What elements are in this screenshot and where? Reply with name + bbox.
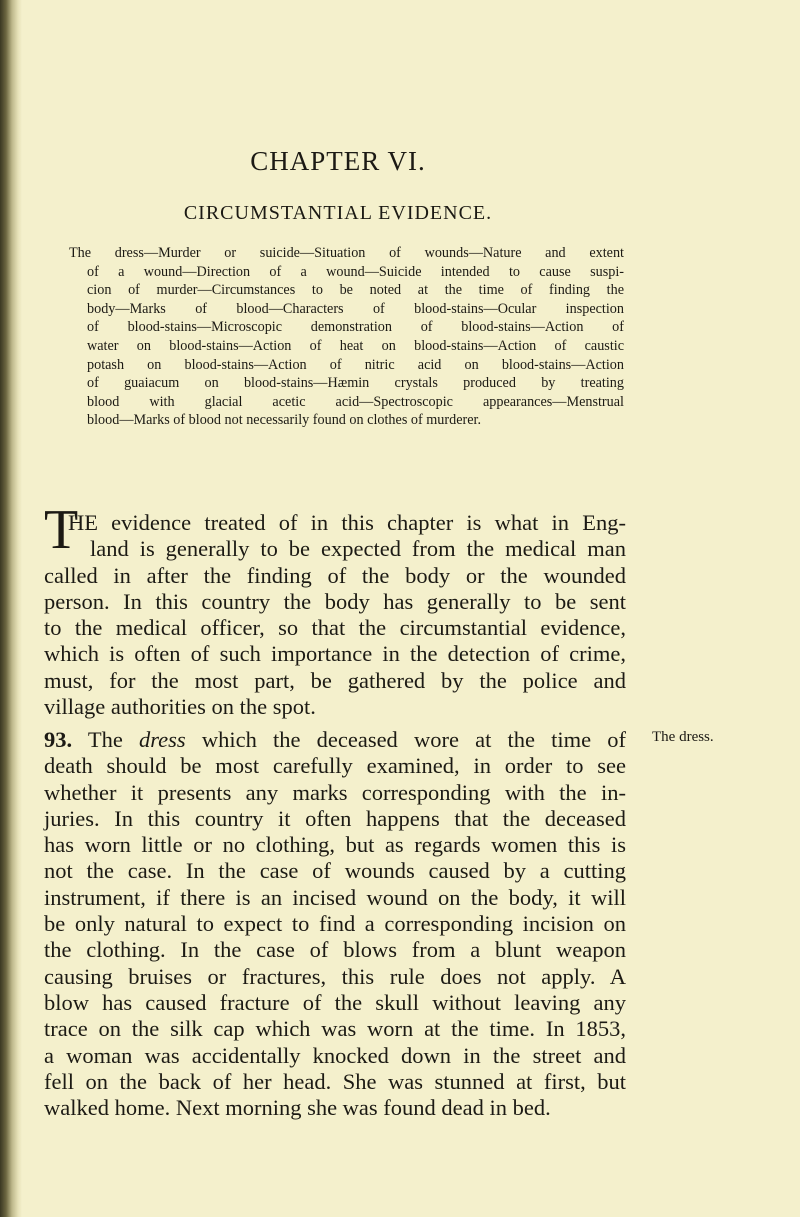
- body-line: trace on the silk cap which was worn at the time. In 1853,: [44, 1016, 626, 1042]
- summary-line: of guaiacum on blood-stains—Hæmin crystals produced by treating: [87, 375, 624, 392]
- summary-line: The dress—Murder or suicide—Situation of wounds—Nature and extent: [69, 245, 624, 261]
- body-line: must, for the most part, be gathered by the police and: [44, 667, 626, 693]
- drop-cap: T: [44, 499, 79, 561]
- body-line: walked home. Next morning she was found dead in bed.: [44, 1095, 551, 1121]
- summary-line: potash on blood-stains—Action of nitric acid on blood-stains—Action: [87, 356, 624, 373]
- body-line: fell on the back of her head. She was stunned at first, but: [44, 1068, 626, 1094]
- margin-note: The dress.: [652, 729, 714, 745]
- body-line: called in after the finding of the body or the wounded: [44, 562, 626, 588]
- summary-line: of a wound—Direction of a wound—Suicide intended to cause suspi-: [87, 263, 624, 280]
- body-line: which is often of such importance in the detection of crime,: [44, 641, 626, 667]
- emphasis-text: dress: [139, 727, 186, 752]
- paragraph-2: [44, 727, 626, 1121]
- book-binding-shadow: [0, 0, 22, 1217]
- body-line: death should be most carefully examined, in order to see: [44, 753, 626, 779]
- summary-line: blood with glacial acetic acid—Spectroscopic appearances—Menstrual: [87, 393, 624, 410]
- body-line: instrument, if there is an incised wound on the body, it will: [44, 884, 626, 910]
- body-line: whether it presents any marks corresponding with the in-: [44, 779, 626, 805]
- section-number: 93.: [44, 727, 73, 752]
- body-line: village authorities on the spot.: [44, 694, 316, 720]
- summary-line: water on blood-stains—Action of heat on blood-stains—Action of caustic: [87, 337, 624, 354]
- body-line: be only natural to expect to find a corresponding incision on: [44, 911, 626, 937]
- paragraph-1: [44, 510, 626, 720]
- body-line: blow has caused fracture of the skull without leaving any: [44, 989, 626, 1015]
- summary-line: of blood-stains—Microscopic demonstration of blood-stains—Action of: [87, 319, 624, 336]
- body-line: HE evidence treated of in this chapter is what in Eng-: [68, 510, 626, 535]
- body-line: has worn little or no clothing, but as regards women this is: [44, 832, 626, 858]
- body-line: a woman was accidentally knocked down in the street and: [44, 1042, 626, 1068]
- body-line: the clothing. In the case of blows from a blunt weapon: [44, 937, 626, 963]
- chapter-title: CHAPTER VI.: [250, 146, 426, 176]
- body-line: person. In this country the body has generally to be sent: [44, 588, 626, 614]
- body-line: juries. In this country it often happens that the deceased: [44, 805, 626, 831]
- body-line: causing bruises or fractures, this rule does not apply. A: [44, 963, 626, 989]
- body-line: to the medical officer, so that the circumstantial evidence,: [44, 615, 626, 641]
- chapter-subtitle: CIRCUMSTANTIAL EVIDENCE.: [183, 202, 493, 224]
- summary-line: blood—Marks of blood not necessarily found on clothes of murderer.: [87, 412, 482, 429]
- body-line-first: [44, 727, 626, 753]
- body-line: not the case. In the case of wounds caused by a cutting: [44, 858, 626, 884]
- body-line: land is generally to be expected from the medical man: [90, 536, 626, 562]
- body-line-text: The dress which the deceased wore at the time of: [87, 727, 626, 752]
- chapter-summary: [69, 244, 624, 430]
- summary-line: body—Marks of blood—Characters of blood-stains—Ocular inspection: [87, 300, 624, 317]
- summary-line: cion of murder—Circumstances to be noted at the time of finding the: [87, 282, 624, 299]
